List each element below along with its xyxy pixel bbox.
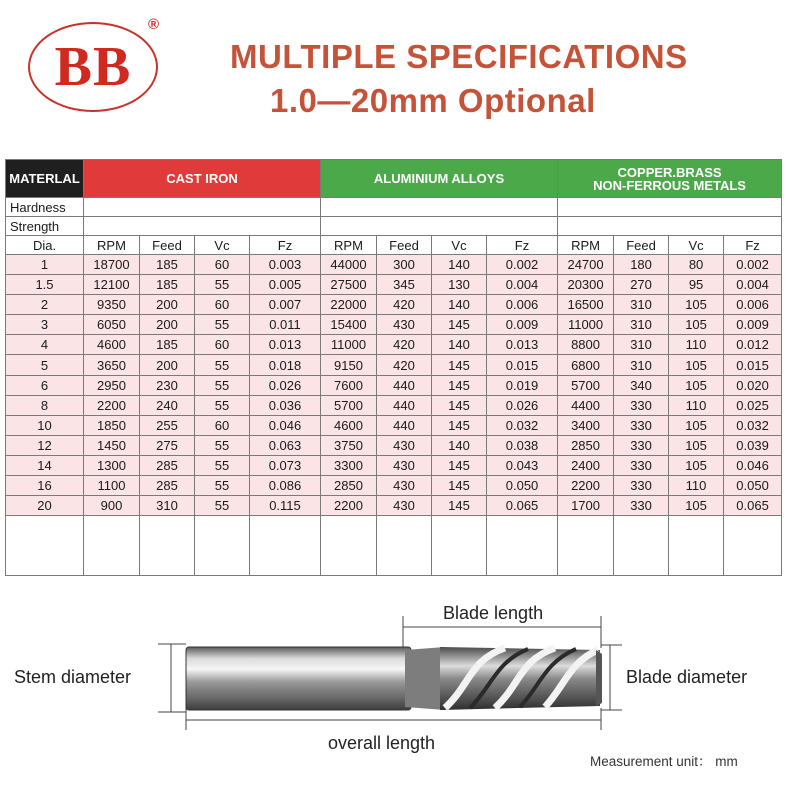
- table-cell: 0.046: [250, 415, 321, 435]
- table-cell: 0.050: [724, 476, 782, 496]
- strength-aluminium: [321, 217, 558, 236]
- cast-iron-header: CAST IRON: [84, 160, 321, 198]
- table-cell: 420: [377, 295, 432, 315]
- dia-cell: 14: [6, 455, 84, 475]
- table-cell: 55: [195, 455, 250, 475]
- end-mill-tool: [186, 647, 602, 710]
- table-cell: 130: [432, 275, 487, 295]
- table-cell: 200: [140, 315, 195, 335]
- table-cell: 2200: [84, 395, 140, 415]
- table-cell: 18700: [84, 255, 140, 275]
- table-cell: 105: [669, 375, 724, 395]
- page-subtitle: 1.0—20mm Optional: [270, 82, 596, 119]
- hardness-copper: [558, 198, 782, 217]
- table-cell: 140: [432, 255, 487, 275]
- table-cell: 310: [614, 335, 669, 355]
- table-cell: 0.036: [250, 395, 321, 415]
- table-cell: 60: [195, 255, 250, 275]
- table-cell: 1700: [558, 496, 614, 516]
- table-cell: 330: [614, 415, 669, 435]
- table-cell: 0.007: [250, 295, 321, 315]
- table-cell: 430: [377, 496, 432, 516]
- col-dia: Dia.: [6, 236, 84, 255]
- copper-header-line1: COPPER.BRASS: [617, 164, 722, 180]
- hardness-label: Hardness: [6, 198, 84, 217]
- blade-diameter-dimension: [601, 645, 622, 710]
- table-row: [6, 415, 782, 435]
- table-cell: 105: [669, 315, 724, 335]
- col-vc: Vc: [195, 236, 250, 255]
- col-vc: Vc: [432, 236, 487, 255]
- table-row: [6, 355, 782, 375]
- aluminium-header: ALUMINIUM ALLOYS: [321, 160, 558, 198]
- col-vc: Vc: [669, 236, 724, 255]
- brand-logo: [28, 22, 158, 112]
- table-cell: 0.026: [487, 395, 558, 415]
- table-cell: 145: [432, 496, 487, 516]
- blank-cell: [377, 516, 432, 576]
- blank-cell: [669, 516, 724, 576]
- table-cell: 0.003: [250, 255, 321, 275]
- blade-length-label: Blade length: [443, 603, 544, 623]
- table-cell: 0.026: [250, 375, 321, 395]
- table-row: [6, 295, 782, 315]
- table-cell: 255: [140, 415, 195, 435]
- table-cell: 200: [140, 295, 195, 315]
- table-cell: 1450: [84, 435, 140, 455]
- blank-cell: [250, 516, 321, 576]
- table-cell: 0.032: [487, 415, 558, 435]
- table-cell: 270: [614, 275, 669, 295]
- table-cell: 105: [669, 496, 724, 516]
- table-cell: 145: [432, 375, 487, 395]
- table-cell: 330: [614, 435, 669, 455]
- table-cell: 2850: [321, 476, 377, 496]
- strength-cast-iron: [84, 217, 321, 236]
- table-cell: 0.038: [487, 435, 558, 455]
- table-cell: 145: [432, 315, 487, 335]
- dia-cell: 6: [6, 375, 84, 395]
- col-rpm: RPM: [84, 236, 140, 255]
- table-cell: 0.019: [487, 375, 558, 395]
- table-cell: 2400: [558, 455, 614, 475]
- table-cell: 16500: [558, 295, 614, 315]
- blank-cell: [321, 516, 377, 576]
- table-cell: 55: [195, 315, 250, 335]
- table-cell: 80: [669, 255, 724, 275]
- table-cell: 7600: [321, 375, 377, 395]
- table-row: [6, 375, 782, 395]
- strength-copper: [558, 217, 782, 236]
- table-row: [6, 315, 782, 335]
- measurement-unit-note: Measurement unit： mm: [590, 754, 738, 769]
- blank-cell: [195, 516, 250, 576]
- table-cell: 0.032: [724, 415, 782, 435]
- table-cell: 105: [669, 355, 724, 375]
- table-cell: 0.015: [724, 355, 782, 375]
- table-cell: 0.005: [250, 275, 321, 295]
- table-cell: 95: [669, 275, 724, 295]
- dia-cell: 16: [6, 476, 84, 496]
- table-cell: 55: [195, 395, 250, 415]
- material-header-row: [6, 160, 782, 198]
- logo-text: BB: [54, 36, 132, 98]
- table-cell: 240: [140, 395, 195, 415]
- table-cell: 0.039: [724, 435, 782, 455]
- table-cell: 230: [140, 375, 195, 395]
- table-cell: 0.065: [487, 496, 558, 516]
- table-cell: 0.015: [487, 355, 558, 375]
- table-cell: 0.025: [724, 395, 782, 415]
- table-cell: 340: [614, 375, 669, 395]
- table-cell: 1300: [84, 455, 140, 475]
- table-row: [6, 476, 782, 496]
- blank-cell: [614, 516, 669, 576]
- table-row: [6, 435, 782, 455]
- table-cell: 140: [432, 435, 487, 455]
- table-cell: 15400: [321, 315, 377, 335]
- table-cell: 430: [377, 435, 432, 455]
- col-rpm: RPM: [558, 236, 614, 255]
- table-cell: 300: [377, 255, 432, 275]
- stem-diameter-dimension: [158, 644, 186, 712]
- col-feed: Feed: [614, 236, 669, 255]
- table-cell: 2200: [321, 496, 377, 516]
- table-cell: 0.046: [724, 455, 782, 475]
- table-cell: 0.115: [250, 496, 321, 516]
- table-cell: 1100: [84, 476, 140, 496]
- table-cell: 140: [432, 335, 487, 355]
- dia-cell: 4: [6, 335, 84, 355]
- table-cell: 310: [614, 355, 669, 375]
- hardness-aluminium: [321, 198, 558, 217]
- table-cell: 12100: [84, 275, 140, 295]
- table-cell: 2950: [84, 375, 140, 395]
- table-cell: 0.063: [250, 435, 321, 455]
- table-cell: 145: [432, 395, 487, 415]
- col-fz: Fz: [487, 236, 558, 255]
- table-cell: 11000: [558, 315, 614, 335]
- table-cell: 330: [614, 395, 669, 415]
- table-cell: 0.002: [487, 255, 558, 275]
- table-cell: 55: [195, 435, 250, 455]
- col-rpm: RPM: [321, 236, 377, 255]
- table-cell: 60: [195, 335, 250, 355]
- table-cell: 4400: [558, 395, 614, 415]
- table-cell: 440: [377, 415, 432, 435]
- table-cell: 430: [377, 476, 432, 496]
- table-cell: 9350: [84, 295, 140, 315]
- table-cell: 420: [377, 355, 432, 375]
- table-cell: 27500: [321, 275, 377, 295]
- table-cell: 9150: [321, 355, 377, 375]
- table-cell: 6050: [84, 315, 140, 335]
- page-title: MULTIPLE SPECIFICATIONS: [230, 38, 688, 75]
- table-cell: 0.004: [487, 275, 558, 295]
- table-cell: 0.009: [724, 315, 782, 335]
- table-cell: 275: [140, 435, 195, 455]
- stem-diameter-label: Stem diameter: [14, 667, 132, 687]
- table-cell: 0.011: [250, 315, 321, 335]
- table-cell: 440: [377, 395, 432, 415]
- table-cell: 60: [195, 415, 250, 435]
- col-feed: Feed: [140, 236, 195, 255]
- table-cell: 310: [614, 315, 669, 335]
- table-row: [6, 335, 782, 355]
- table-cell: 0.073: [250, 455, 321, 475]
- hardness-cast-iron: [84, 198, 321, 217]
- table-cell: 55: [195, 476, 250, 496]
- column-header-row: [6, 236, 782, 255]
- blank-cell: [6, 516, 84, 576]
- table-cell: 0.013: [487, 335, 558, 355]
- table-cell: 20300: [558, 275, 614, 295]
- table-cell: 5700: [558, 375, 614, 395]
- table-cell: 420: [377, 335, 432, 355]
- table-cell: 11000: [321, 335, 377, 355]
- table-cell: 140: [432, 295, 487, 315]
- table-cell: 430: [377, 455, 432, 475]
- table-row: [6, 275, 782, 295]
- table-cell: 330: [614, 476, 669, 496]
- dia-cell: 1: [6, 255, 84, 275]
- table-cell: 3750: [321, 435, 377, 455]
- table-cell: 105: [669, 295, 724, 315]
- table-cell: 0.004: [724, 275, 782, 295]
- table-cell: 285: [140, 455, 195, 475]
- table-cell: 345: [377, 275, 432, 295]
- table-cell: 0.065: [724, 496, 782, 516]
- table-cell: 0.013: [250, 335, 321, 355]
- table-cell: 145: [432, 455, 487, 475]
- strength-row: [6, 217, 782, 236]
- table-cell: 55: [195, 355, 250, 375]
- copper-header: [558, 160, 782, 198]
- blank-cell: [487, 516, 558, 576]
- dia-cell: 10: [6, 415, 84, 435]
- table-cell: 330: [614, 496, 669, 516]
- spec-table: [5, 159, 782, 576]
- table-cell: 110: [669, 476, 724, 496]
- table-cell: 900: [84, 496, 140, 516]
- table-cell: 0.002: [724, 255, 782, 275]
- dia-cell: 5: [6, 355, 84, 375]
- dia-cell: 1.5: [6, 275, 84, 295]
- table-cell: 440: [377, 375, 432, 395]
- table-row: [6, 255, 782, 275]
- dia-cell: 3: [6, 315, 84, 335]
- table-cell: 185: [140, 335, 195, 355]
- table-cell: 145: [432, 476, 487, 496]
- table-cell: 0.086: [250, 476, 321, 496]
- table-cell: 310: [140, 496, 195, 516]
- table-cell: 5700: [321, 395, 377, 415]
- table-cell: 110: [669, 395, 724, 415]
- table-cell: 145: [432, 355, 487, 375]
- table-cell: 0.006: [724, 295, 782, 315]
- blank-cell: [140, 516, 195, 576]
- table-cell: 1850: [84, 415, 140, 435]
- table-cell: 24700: [558, 255, 614, 275]
- table-row: [6, 496, 782, 516]
- table-cell: 2850: [558, 435, 614, 455]
- blank-row: [6, 516, 782, 576]
- table-cell: 3650: [84, 355, 140, 375]
- table-cell: 330: [614, 455, 669, 475]
- blade-diameter-label: Blade diameter: [626, 667, 748, 687]
- table-cell: 55: [195, 496, 250, 516]
- table-cell: 285: [140, 476, 195, 496]
- table-cell: 105: [669, 435, 724, 455]
- col-fz: Fz: [250, 236, 321, 255]
- col-feed: Feed: [377, 236, 432, 255]
- table-cell: 105: [669, 455, 724, 475]
- table-cell: 145: [432, 415, 487, 435]
- dia-cell: 2: [6, 295, 84, 315]
- table-cell: 185: [140, 275, 195, 295]
- blank-cell: [432, 516, 487, 576]
- blank-cell: [724, 516, 782, 576]
- table-cell: 180: [614, 255, 669, 275]
- table-cell: 430: [377, 315, 432, 335]
- table-cell: 0.020: [724, 375, 782, 395]
- table-row: [6, 395, 782, 415]
- dia-cell: 8: [6, 395, 84, 415]
- col-fz: Fz: [724, 236, 782, 255]
- overall-length-dimension: [186, 708, 601, 730]
- table-cell: 3400: [558, 415, 614, 435]
- dia-cell: 20: [6, 496, 84, 516]
- blank-cell: [558, 516, 614, 576]
- table-cell: 44000: [321, 255, 377, 275]
- table-cell: 4600: [321, 415, 377, 435]
- table-cell: 55: [195, 375, 250, 395]
- strength-label: Strength: [6, 217, 84, 236]
- material-label: MATERLAL: [6, 160, 84, 198]
- table-cell: 0.043: [487, 455, 558, 475]
- blank-cell: [84, 516, 140, 576]
- table-cell: 0.009: [487, 315, 558, 335]
- table-cell: 8800: [558, 335, 614, 355]
- table-cell: 60: [195, 295, 250, 315]
- registered-mark: ®: [148, 16, 160, 33]
- table-row: [6, 455, 782, 475]
- table-cell: 6800: [558, 355, 614, 375]
- dia-cell: 12: [6, 435, 84, 455]
- table-cell: 310: [614, 295, 669, 315]
- hardness-row: [6, 198, 782, 217]
- table-cell: 0.018: [250, 355, 321, 375]
- table-cell: 22000: [321, 295, 377, 315]
- overall-length-label: overall length: [328, 733, 436, 753]
- table-cell: 4600: [84, 335, 140, 355]
- table-cell: 55: [195, 275, 250, 295]
- table-cell: 185: [140, 255, 195, 275]
- table-cell: 0.012: [724, 335, 782, 355]
- table-cell: 0.050: [487, 476, 558, 496]
- copper-header-line2: NON-FERROUS METALS: [593, 177, 746, 193]
- table-cell: 3300: [321, 455, 377, 475]
- table-cell: 105: [669, 415, 724, 435]
- table-cell: 110: [669, 335, 724, 355]
- table-cell: 200: [140, 355, 195, 375]
- table-cell: 0.006: [487, 295, 558, 315]
- table-cell: 2200: [558, 476, 614, 496]
